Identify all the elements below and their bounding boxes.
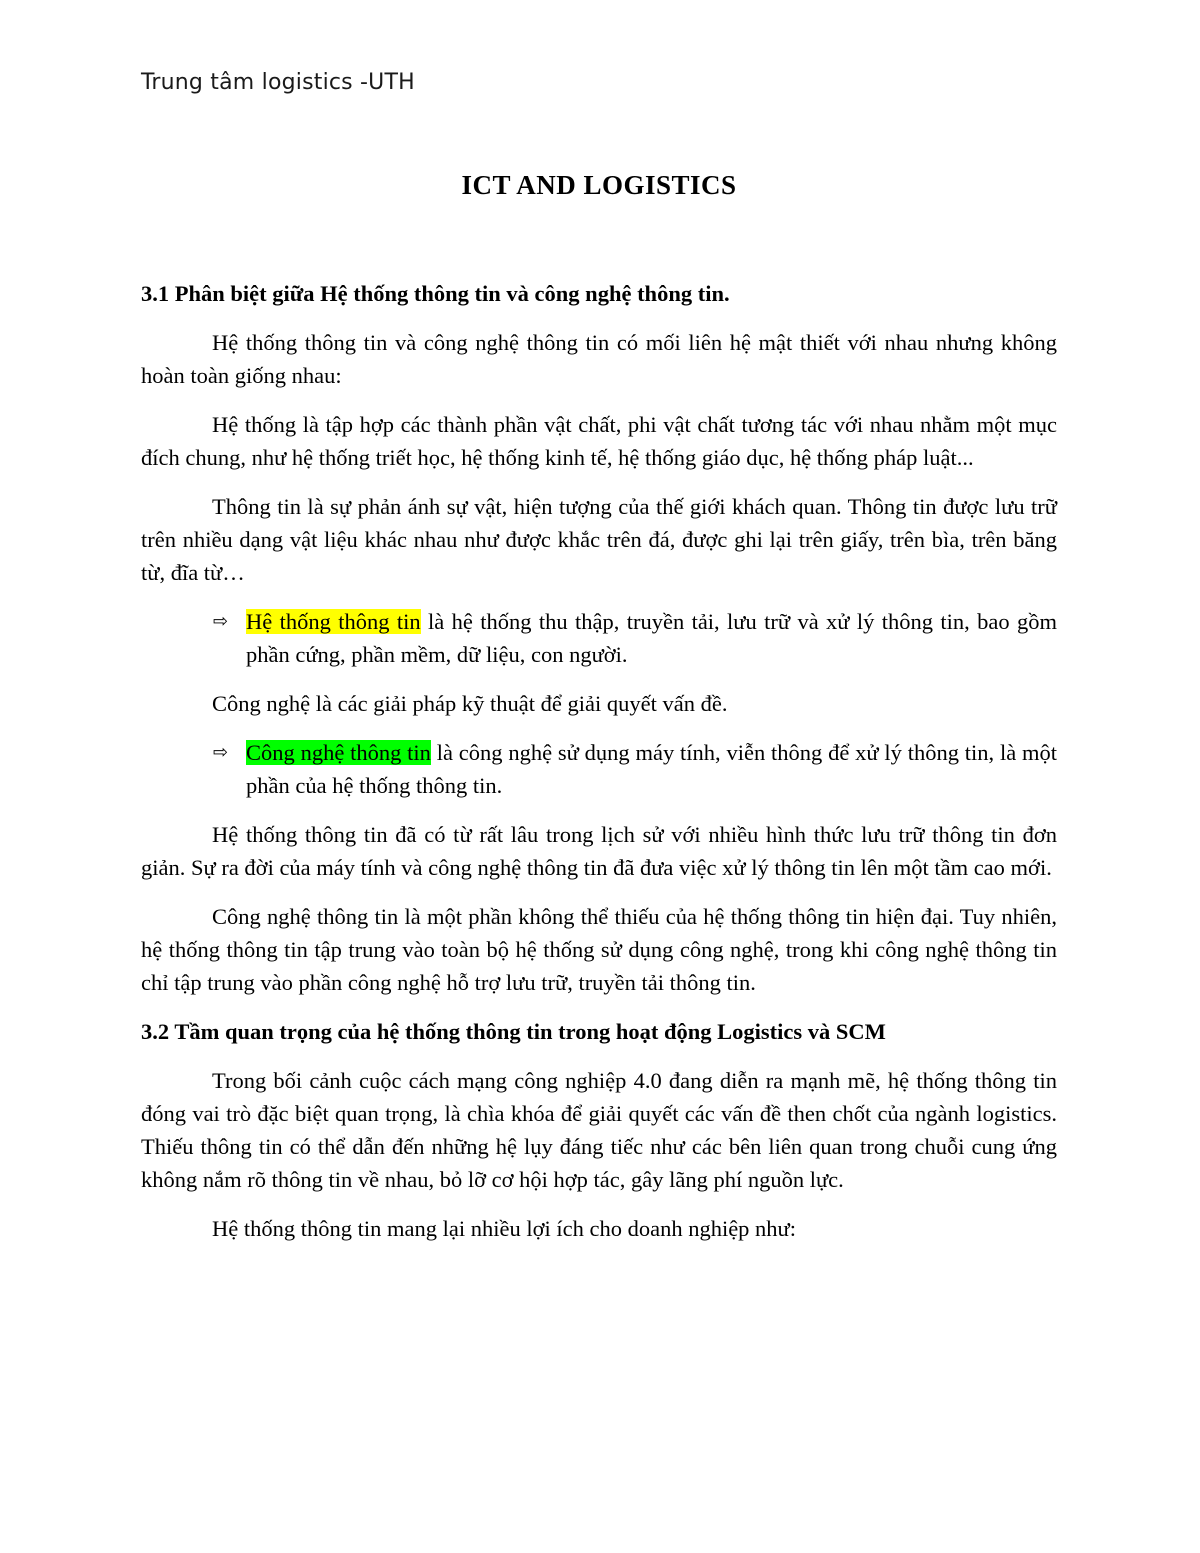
bullet-text: là hệ thống thu thập, truyền tải, lưu trữ và xử lý thông tin, bao gồm phần cứng, phần mềm, dữ liệu, con người. xyxy=(246,609,1057,667)
paragraph: Hệ thống là tập hợp các thành phần vật chất, phi vật chất tương tác với nhau nhằm một mục đích chung, như hệ thống triết học, hệ thống kinh tế, hệ thống giáo dục, hệ thống pháp luật... xyxy=(141,412,1057,470)
highlighted-term: Công nghệ thông tin xyxy=(246,740,431,765)
arrow-right-outline-icon: ⇨ xyxy=(213,742,229,763)
paragraph: Hệ thống thông tin và công nghệ thông tin có mối liên hệ mật thiết với nhau nhưng không hoàn toàn giống nhau: xyxy=(141,330,1057,388)
arrow-right-outline-icon: ⇨ xyxy=(213,611,229,632)
paragraph: Hệ thống thông tin đã có từ rất lâu trong lịch sử với nhiều hình thức lưu trữ thông tin đơn giản. Sự ra đời của máy tính và công nghệ thông tin đã đưa việc xử lý thông tin lên một tầm cao mới. xyxy=(141,822,1057,880)
paragraph: Hệ thống thông tin mang lại nhiều lợi ích cho doanh nghiệp như: xyxy=(212,1216,797,1241)
bullet-item xyxy=(213,605,1057,671)
document-title: ICT AND LOGISTICS xyxy=(461,170,737,200)
section-heading-3-2: 3.2 Tầm quan trọng của hệ thống thông tin trong hoạt động Logistics và SCM xyxy=(141,1019,886,1044)
section-heading-3-1: 3.1 Phân biệt giữa Hệ thống thông tin và công nghệ thông tin. xyxy=(141,281,730,306)
bullet-item xyxy=(213,736,1057,802)
paragraph: Thông tin là sự phản ánh sự vật, hiện tượng của thế giới khách quan. Thông tin được lưu trữ trên nhiều dạng vật liệu khác nhau như được khắc trên đá, được ghi lại trên giấy, trên bìa, trên băng từ, đĩa từ… xyxy=(141,494,1057,585)
paragraph: Công nghệ thông tin là một phần không thể thiếu của hệ thống thông tin hiện đại. Tuy nhiên, hệ thống thông tin tập trung vào toàn bộ hệ thống sử dụng công nghệ, trong khi công nghệ thông tin chỉ tập trung vào phần công nghệ hỗ trợ lưu trữ, truyền tải thông tin. xyxy=(141,904,1057,995)
highlighted-term: Hệ thống thông tin xyxy=(246,609,421,634)
bullet-text: là công nghệ sử dụng máy tính, viễn thông để xử lý thông tin, là một phần của hệ thống thông tin. xyxy=(246,740,1057,798)
page-header: Trung tâm logistics -UTH xyxy=(141,70,415,95)
document-body xyxy=(141,165,1057,1261)
paragraph: Trong bối cảnh cuộc cách mạng công nghiệp 4.0 đang diễn ra mạnh mẽ, hệ thống thông tin đóng vai trò đặc biệt quan trọng, là chìa khóa để giải quyết các vấn đề then chốt của ngành logistics. Thiếu thông tin có thể dẫn đến những hệ lụy đáng tiếc như các bên liên quan trong chuỗi cung ứng không nắm rõ thông tin về nhau, bỏ lỡ cơ hội hợp tác, gây lãng phí nguồn lực. xyxy=(141,1068,1057,1192)
paragraph: Công nghệ là các giải pháp kỹ thuật để giải quyết vấn đề. xyxy=(212,691,728,716)
